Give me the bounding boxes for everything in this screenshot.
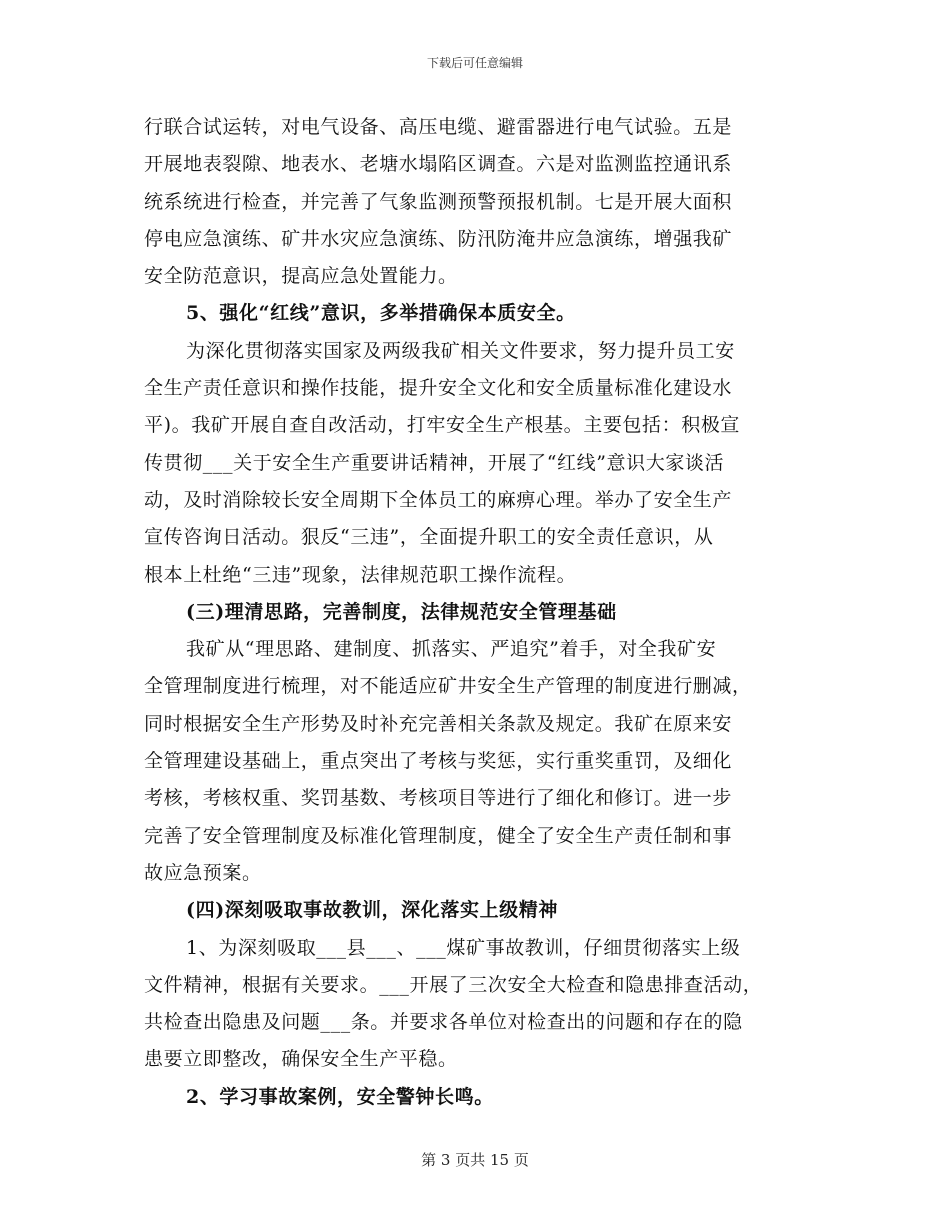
paragraph-line: 全管理制度进行梳理，对不能适应矿井安全生产管理的制度进行删减， bbox=[144, 675, 752, 698]
paragraph-line: 我矿从“理思路、建制度、抓落实、严追究”着手，对全我矿安 bbox=[186, 638, 717, 661]
paragraph-line: 开展地表裂隙、地表水、老塘水塌陷区调查。六是对监测监控通讯系 bbox=[144, 153, 733, 176]
section-heading: 2、学习事故案例，安全警钟长鸣。 bbox=[186, 1085, 494, 1108]
paragraph-line: 考核，考核权重、奖罚基数、考核项目等进行了细化和修订。进一步 bbox=[144, 787, 733, 810]
paragraph-line: 1、为深刻吸取___县___、___煤矿事故教训，仔细贯彻落实上级 bbox=[186, 936, 741, 959]
paragraph-line: 全管理建设基础上，重点突出了考核与奖惩，实行重奖重罚，及细化 bbox=[144, 750, 733, 773]
paragraph-line: 动，及时消除较长安全周期下全体员工的麻痹心理。举办了安全生产 bbox=[144, 488, 733, 511]
paragraph-line: 行联合试运转，对电气设备、高压电缆、避雷器进行电气试验。五是 bbox=[144, 116, 733, 138]
document-body bbox=[144, 109, 799, 1116]
page-footer: 第 3 页共 15 页 bbox=[421, 1151, 529, 1169]
section-heading: (四)深刻吸取事故教训，深化落实上级精神 bbox=[186, 899, 558, 922]
section-heading: 5、强化“红线”意识，多举措确保本质安全。 bbox=[186, 302, 576, 325]
paragraph-line: 统系统进行检查，并完善了气象监测预警预报机制。七是开展大面积 bbox=[144, 190, 733, 213]
section-heading: (三)理清思路，完善制度，法律规范安全管理基础 bbox=[186, 600, 617, 623]
paragraph-line: 根本上杜绝“三违”现象，法律规范职工操作流程。 bbox=[144, 563, 577, 586]
paragraph-line: 全生产责任意识和操作技能，提升安全文化和安全质量标准化建设水 bbox=[144, 377, 733, 400]
paragraph-line: 患要立即整改，确保安全生产平稳。 bbox=[144, 1048, 458, 1071]
page-header: 下载后可任意编辑 bbox=[426, 56, 523, 70]
paragraph-line: 传贯彻___关于安全生产重要讲话精神，开展了“红线”意识大家谈活 bbox=[144, 451, 725, 474]
paragraph-line: 故应急预案。 bbox=[144, 861, 262, 884]
paragraph-line: 共检查出隐患及问题___条。并要求各单位对检查出的问题和存在的隐 bbox=[144, 1011, 743, 1034]
paragraph-line: 完善了安全管理制度及标准化管理制度，健全了安全生产责任制和事 bbox=[144, 824, 733, 847]
paragraph-line: 宣传咨询日活动。狠反“三违”，全面提升职工的安全责任意识，从 bbox=[144, 526, 714, 549]
paragraph-line: 为深化贯彻落实国家及两级我矿相关文件要求，努力提升员工安 bbox=[186, 339, 735, 362]
paragraph-line: 停电应急演练、矿井水灾应急演练、防汛防淹井应急演练，增强我矿 bbox=[144, 227, 733, 250]
paragraph-line: 平)。我矿开展自查自改活动，打牢安全生产根基。主要包括：积极宣 bbox=[144, 414, 741, 437]
paragraph-line: 同时根据安全生产形势及时补充完善相关条款及规定。我矿在原来安 bbox=[144, 712, 733, 735]
paragraph-line: 安全防范意识，提高应急处置能力。 bbox=[144, 265, 458, 288]
paragraph-line: 文件精神，根据有关要求。___开展了三次安全大检查和隐患排查活动， bbox=[144, 973, 763, 996]
